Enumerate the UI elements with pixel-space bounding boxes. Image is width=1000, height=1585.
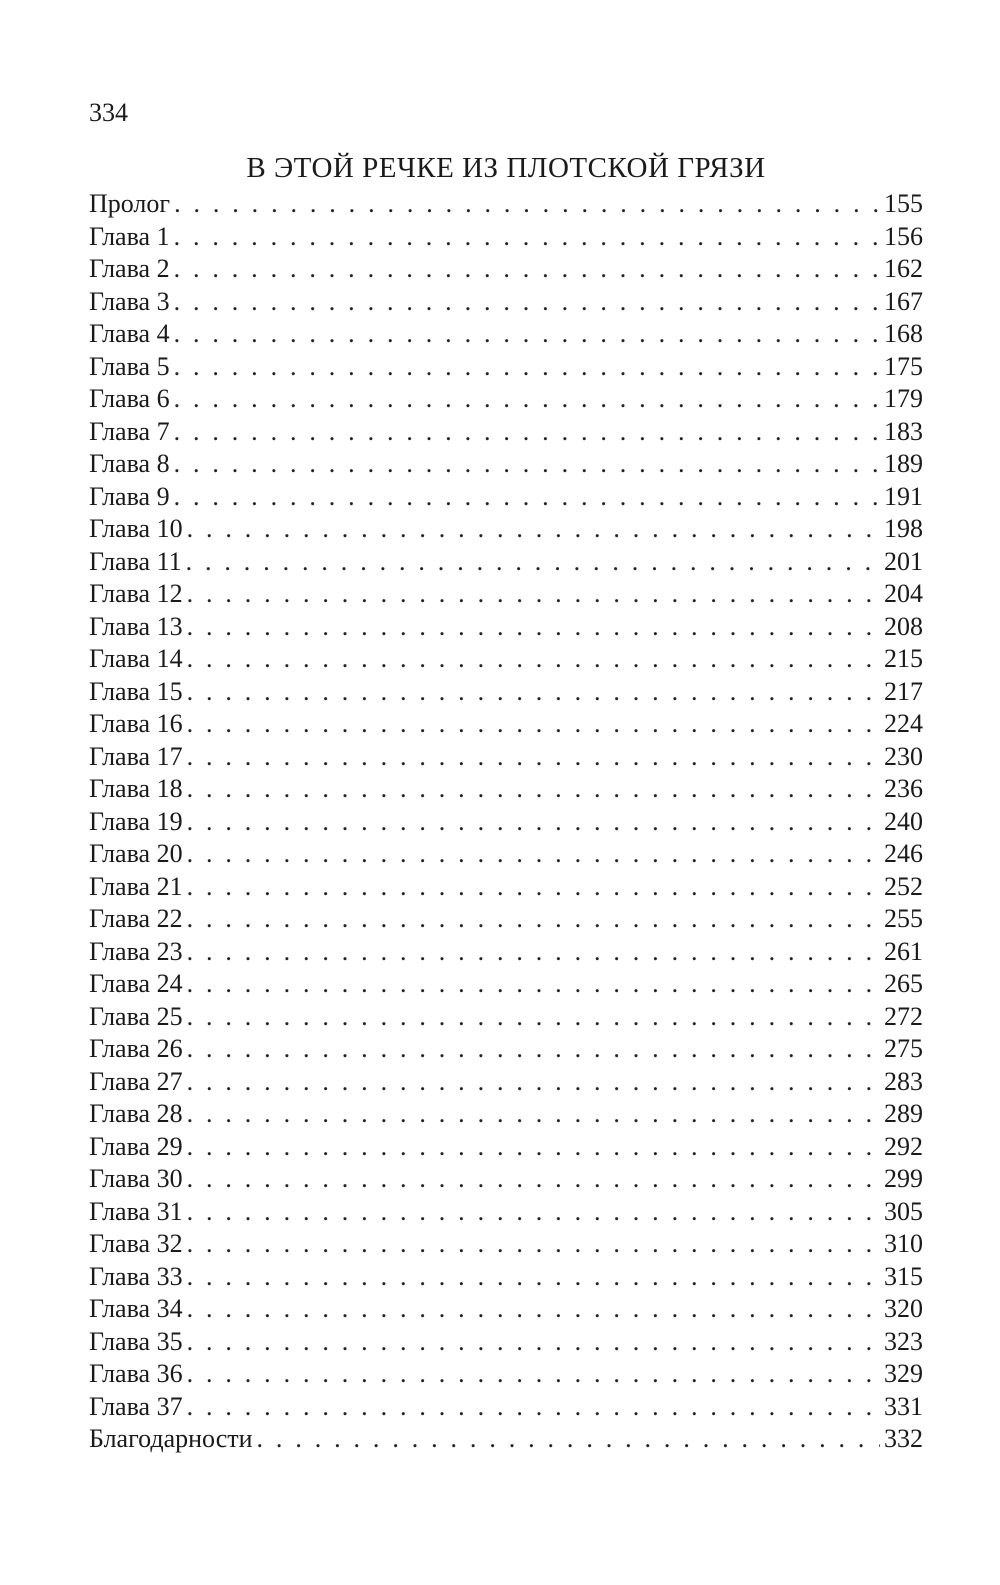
toc-entry-page: 189 (884, 449, 923, 478)
toc-entry-page: 224 (884, 709, 923, 738)
toc-entry-page: 332 (884, 1424, 923, 1453)
toc-entry (89, 1358, 923, 1391)
toc-entry-page: 208 (884, 611, 923, 641)
toc-entry-label: Глава 15 (89, 676, 183, 706)
toc-entry-label: Глава 29 (89, 1131, 183, 1161)
toc-entry-label: Глава 21 (89, 871, 183, 901)
toc-entry-page: 261 (884, 936, 923, 966)
toc-entry-label: Глава 24 (89, 969, 183, 998)
toc-entry-page: 289 (884, 1099, 923, 1128)
toc-entry (89, 318, 923, 351)
dot-leader (187, 1391, 880, 1424)
toc-entry (89, 643, 923, 676)
toc-entry (89, 383, 923, 416)
dot-leader (187, 1066, 880, 1099)
dot-leader (187, 806, 880, 839)
toc-entry-label: Глава 31 (89, 1196, 183, 1226)
dot-leader (187, 611, 880, 644)
toc-entry (89, 1163, 923, 1196)
toc-entry-label: Глава 8 (89, 449, 170, 478)
dot-leader (187, 936, 880, 969)
toc-entry (89, 741, 923, 774)
toc-entry-page: 167 (884, 286, 923, 316)
toc-entry-label: Глава 9 (89, 481, 170, 511)
toc-entry (89, 1261, 923, 1294)
toc-entry (89, 708, 923, 741)
dot-leader (187, 773, 880, 806)
dot-leader (187, 838, 880, 871)
toc-entry-label: Глава 30 (89, 1164, 183, 1193)
toc-entry-page: 292 (884, 1131, 923, 1161)
toc-entry-page: 331 (884, 1391, 923, 1421)
toc-entry (89, 253, 923, 286)
toc-entry-label: Глава 2 (89, 254, 170, 283)
toc-entry-page: 168 (884, 319, 923, 348)
toc-entry-label: Глава 32 (89, 1229, 183, 1258)
toc-entry (89, 1131, 923, 1164)
toc-entry (89, 1423, 923, 1456)
toc-entry-label: Глава 12 (89, 579, 183, 608)
toc-entry-label: Глава 18 (89, 774, 183, 803)
toc-entry-label: Глава 13 (89, 611, 183, 641)
toc-entry-page: 272 (884, 1001, 923, 1031)
toc-entry (89, 1196, 923, 1229)
toc-entry-page: 162 (884, 254, 923, 283)
toc-entry (89, 578, 923, 611)
toc-entry (89, 188, 923, 221)
toc-entry (89, 221, 923, 254)
dot-leader (174, 221, 880, 254)
dot-leader (174, 318, 880, 351)
toc-entry-page: 320 (884, 1294, 923, 1323)
toc-entry-label: Глава 6 (89, 384, 170, 413)
toc-entry-label: Глава 16 (89, 709, 183, 738)
toc-entry-page: 204 (884, 579, 923, 608)
dot-leader (187, 968, 880, 1001)
toc-entry-page: 305 (884, 1196, 923, 1226)
toc-entry-label: Глава 22 (89, 904, 183, 933)
dot-leader (187, 676, 880, 709)
toc-entry-label: Глава 17 (89, 741, 183, 771)
toc-entry-page: 329 (884, 1359, 923, 1388)
dot-leader (187, 1358, 880, 1391)
toc-entry-page: 155 (884, 189, 923, 218)
toc-entry (89, 1066, 923, 1099)
toc-entry (89, 838, 923, 871)
toc-entry-label: Глава 36 (89, 1359, 183, 1388)
dot-leader (187, 1001, 880, 1034)
toc-entry (89, 546, 923, 579)
dot-leader (174, 383, 880, 416)
toc-entry-label: Глава 3 (89, 286, 170, 316)
dot-leader (187, 513, 880, 546)
toc-entry-label: Глава 28 (89, 1099, 183, 1128)
toc-entry (89, 1228, 923, 1261)
dot-leader (174, 188, 880, 221)
dot-leader (187, 643, 880, 676)
toc-entry-page: 230 (884, 741, 923, 771)
table-of-contents (89, 188, 923, 1456)
toc-entry-page: 310 (884, 1229, 923, 1258)
toc-entry (89, 806, 923, 839)
toc-entry (89, 481, 923, 514)
toc-entry-label: Глава 25 (89, 1001, 183, 1031)
dot-leader (187, 1326, 880, 1359)
toc-entry-label: Благодарности (89, 1424, 253, 1453)
toc-entry (89, 903, 923, 936)
toc-entry (89, 611, 923, 644)
toc-entry-page: 265 (884, 969, 923, 998)
dot-leader (174, 416, 880, 449)
toc-entry-page: 255 (884, 904, 923, 933)
dot-leader (187, 903, 880, 936)
toc-entry-label: Глава 1 (89, 221, 170, 251)
toc-entry-label: Глава 4 (89, 319, 170, 348)
toc-entry-label: Глава 34 (89, 1294, 183, 1323)
dot-leader (187, 741, 880, 774)
dot-leader (187, 1163, 880, 1196)
dot-leader (174, 481, 880, 514)
toc-entry (89, 773, 923, 806)
dot-leader (187, 1228, 880, 1261)
toc-entry-label: Глава 27 (89, 1066, 183, 1096)
toc-entry-page: 183 (884, 416, 923, 446)
toc-entry (89, 1293, 923, 1326)
toc-entry-page: 179 (884, 384, 923, 413)
dot-leader (187, 871, 880, 904)
toc-entry-page: 191 (884, 481, 923, 511)
toc-entry (89, 676, 923, 709)
toc-entry-label: Глава 20 (89, 839, 183, 868)
toc-entry (89, 936, 923, 969)
dot-leader (174, 286, 880, 319)
page-number: 334 (89, 98, 128, 127)
toc-entry-page: 323 (884, 1326, 923, 1356)
dot-leader (187, 1261, 880, 1294)
toc-entry (89, 286, 923, 319)
toc-entry (89, 1391, 923, 1424)
toc-entry-label: Глава 23 (89, 936, 183, 966)
toc-entry-label: Глава 33 (89, 1261, 183, 1291)
toc-entry-page: 156 (884, 221, 923, 251)
toc-entry-page: 252 (884, 871, 923, 901)
toc-entry-label: Глава 35 (89, 1326, 183, 1356)
toc-entry-page: 299 (884, 1164, 923, 1193)
dot-leader (187, 578, 880, 611)
toc-entry-page: 175 (884, 351, 923, 381)
toc-entry-page: 315 (884, 1261, 923, 1291)
toc-entry-label: Глава 19 (89, 806, 183, 836)
toc-entry (89, 513, 923, 546)
toc-entry-page: 198 (884, 514, 923, 543)
toc-entry-label: Глава 14 (89, 644, 183, 673)
toc-entry-page: 240 (884, 806, 923, 836)
toc-entry-page: 283 (884, 1066, 923, 1096)
toc-entry (89, 1326, 923, 1359)
toc-entry-label: Глава 7 (89, 416, 170, 446)
toc-entry-page: 201 (884, 546, 923, 576)
toc-entry (89, 416, 923, 449)
toc-entry-label: Глава 10 (89, 514, 183, 543)
toc-entry-page: 236 (884, 774, 923, 803)
dot-leader (174, 448, 880, 481)
dot-leader (257, 1423, 880, 1456)
toc-entry (89, 351, 923, 384)
dot-leader (187, 1033, 880, 1066)
dot-leader (187, 708, 880, 741)
toc-entry-page: 246 (884, 839, 923, 868)
toc-entry-label: Глава 11 (89, 546, 182, 576)
toc-entry-label: Глава 37 (89, 1391, 183, 1421)
dot-leader (187, 1293, 880, 1326)
toc-entry-page: 275 (884, 1034, 923, 1063)
toc-entry-page: 215 (884, 644, 923, 673)
toc-entry (89, 1001, 923, 1034)
dot-leader (174, 351, 880, 384)
toc-entry-page: 217 (884, 676, 923, 706)
dot-leader (187, 1131, 880, 1164)
dot-leader (186, 546, 880, 579)
toc-entry-label: Пролог (89, 189, 171, 218)
toc-entry (89, 968, 923, 1001)
toc-entry (89, 1098, 923, 1131)
toc-entry (89, 871, 923, 904)
toc-entry-label: Глава 26 (89, 1034, 183, 1063)
dot-leader (174, 253, 880, 286)
dot-leader (187, 1196, 880, 1229)
toc-entry (89, 448, 923, 481)
toc-entry-label: Глава 5 (89, 351, 170, 381)
dot-leader (187, 1098, 880, 1131)
section-title: В ЭТОЙ РЕЧКЕ ИЗ ПЛОТСКОЙ ГРЯЗИ (246, 152, 766, 184)
toc-entry (89, 1033, 923, 1066)
